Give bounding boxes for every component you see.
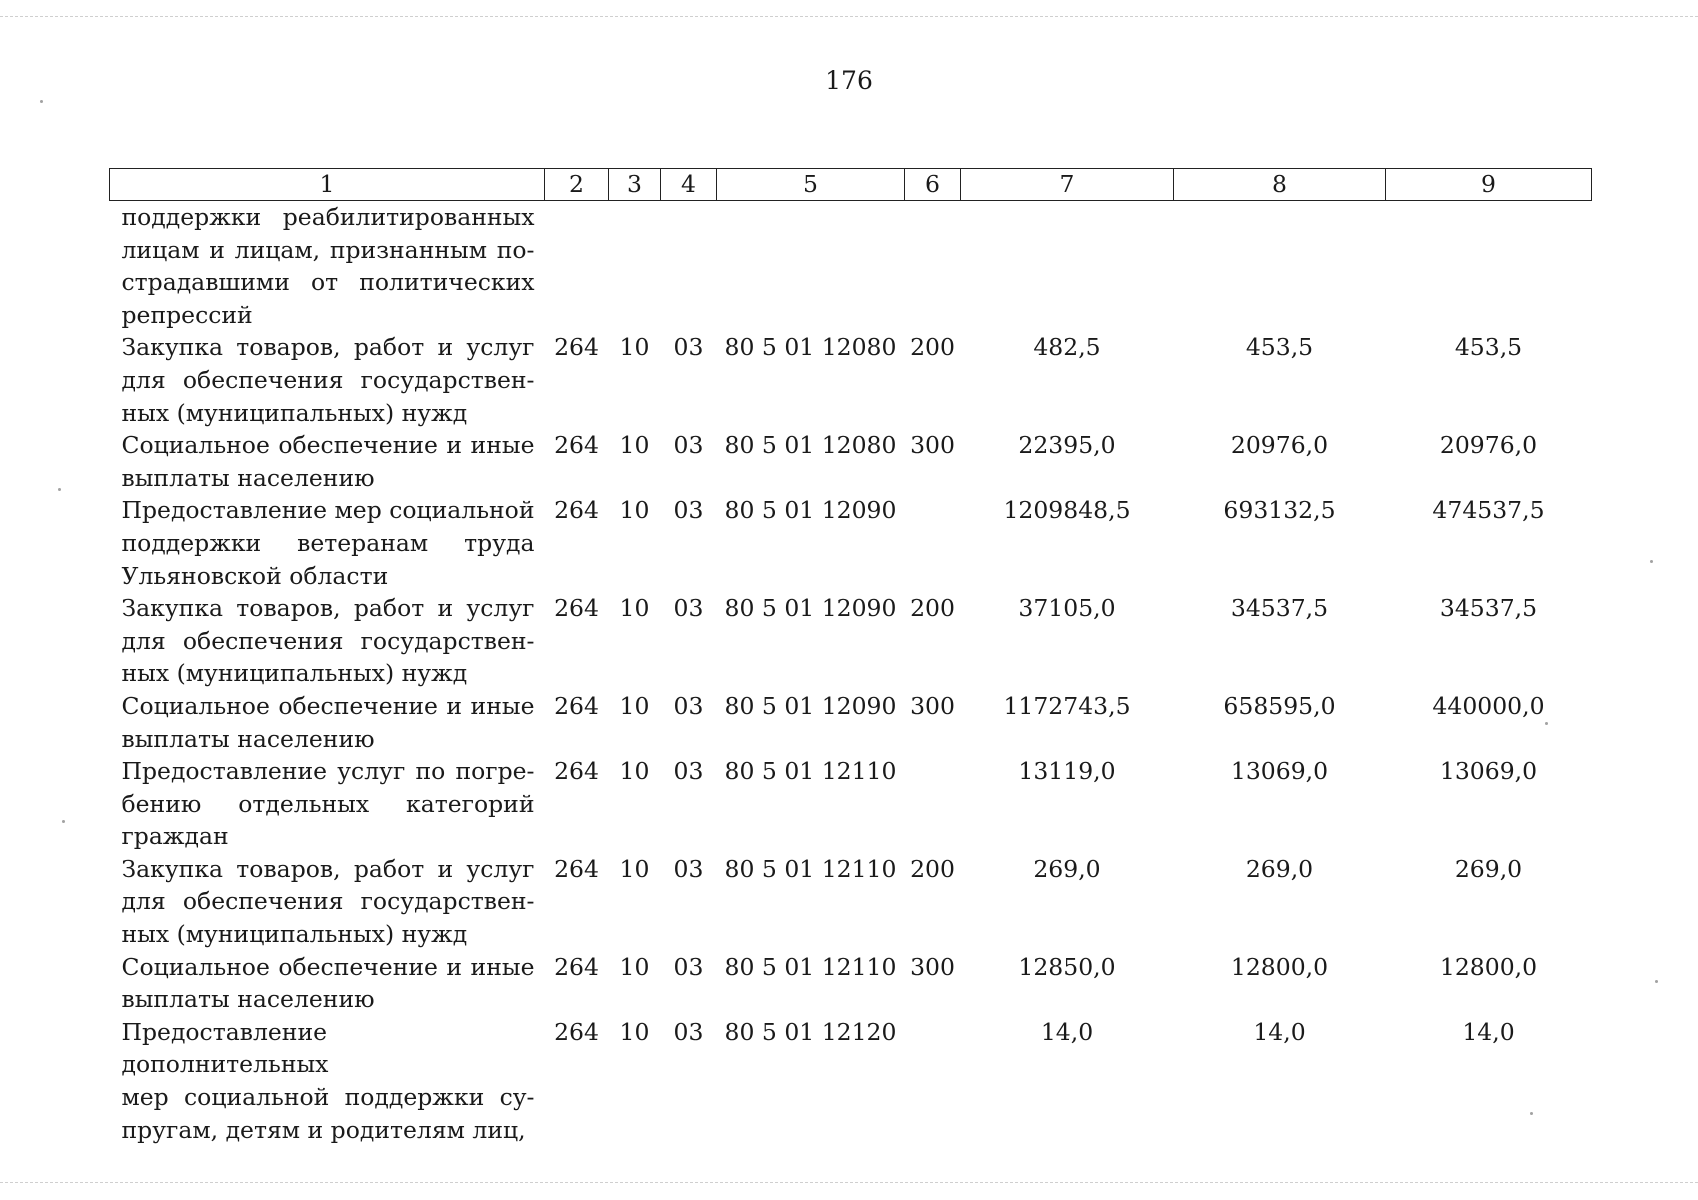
page-number: 176 bbox=[825, 66, 873, 95]
amount-col-7: 1209848,5 bbox=[1003, 496, 1131, 525]
subsection-code: 03 bbox=[673, 333, 704, 362]
description-line: ных (муниципальных) нужд bbox=[121, 398, 468, 427]
amount-col-8: 453,5 bbox=[1245, 333, 1314, 362]
amount-col-8: 14,0 bbox=[1253, 1017, 1306, 1046]
admin-code: 264 bbox=[554, 854, 599, 883]
description-line: для обеспечения государствен- bbox=[121, 887, 535, 916]
amount-col-8 bbox=[1174, 201, 1386, 332]
row-description bbox=[110, 951, 545, 1016]
expense-type-code bbox=[905, 494, 961, 592]
description-line: страдавшими от политических bbox=[121, 268, 535, 297]
description-line: граждан bbox=[121, 822, 229, 851]
scan-speck bbox=[62, 820, 65, 823]
header-col-3: 3 bbox=[609, 169, 661, 201]
amount-col-7: 1172743,5 bbox=[1003, 691, 1131, 720]
admin-code: 264 bbox=[554, 333, 599, 362]
subsection-code: 03 bbox=[673, 496, 704, 525]
admin-code: 264 bbox=[554, 496, 599, 525]
description-line: ных (муниципальных) нужд bbox=[121, 659, 468, 688]
subsection-code: 03 bbox=[673, 431, 704, 460]
section-code: 10 bbox=[619, 854, 650, 883]
header-row bbox=[110, 169, 1592, 201]
amount-col-7: 12850,0 bbox=[1018, 952, 1116, 981]
scan-speck bbox=[58, 488, 61, 491]
amount-col-8: 658595,0 bbox=[1223, 691, 1336, 720]
row-description bbox=[110, 690, 545, 755]
admin-code: 264 bbox=[554, 594, 599, 623]
header-col-9: 9 bbox=[1386, 169, 1592, 201]
scan-speck bbox=[40, 100, 43, 103]
subsection-code bbox=[661, 201, 717, 332]
description-line: Предоставление дополнительных bbox=[121, 1017, 329, 1079]
description-line: мер социальной поддержки су- bbox=[121, 1083, 535, 1112]
target-article-code: 80 5 01 12110 bbox=[724, 952, 897, 981]
subsection-code: 03 bbox=[673, 691, 704, 720]
subsection-code: 03 bbox=[673, 1017, 704, 1046]
description-line: поддержки реабилитированных bbox=[121, 203, 535, 231]
expense-type-code bbox=[905, 1016, 961, 1146]
scan-edge-top bbox=[0, 16, 1698, 17]
row-description bbox=[110, 331, 545, 429]
section-code: 10 bbox=[619, 757, 650, 786]
expense-type-code bbox=[905, 755, 961, 853]
admin-code: 264 bbox=[554, 691, 599, 720]
amount-col-8: 20976,0 bbox=[1230, 431, 1329, 460]
description-line: пругам, детям и родителям лиц, bbox=[121, 1115, 526, 1144]
description-line: Закупка товаров, работ и услуг bbox=[121, 333, 535, 362]
table-row bbox=[110, 755, 1592, 853]
target-article-code: 80 5 01 12090 bbox=[724, 594, 897, 623]
row-description bbox=[110, 429, 545, 494]
amount-col-9: 269,0 bbox=[1454, 854, 1523, 883]
section-code: 10 bbox=[619, 496, 650, 525]
header-col-6: 6 bbox=[905, 169, 961, 201]
admin-code: 264 bbox=[554, 431, 599, 460]
subsection-code: 03 bbox=[673, 594, 704, 623]
table-row bbox=[110, 690, 1592, 755]
scan-edge-bottom bbox=[0, 1182, 1698, 1183]
description-line: Предоставление услуг по погре- bbox=[121, 757, 535, 786]
target-article-code bbox=[717, 201, 905, 332]
description-line: Закупка товаров, работ и услуг bbox=[121, 854, 535, 883]
admin-code: 264 bbox=[554, 757, 599, 786]
amount-col-7: 13119,0 bbox=[1018, 757, 1116, 786]
row-description bbox=[110, 853, 545, 951]
amount-col-9: 14,0 bbox=[1462, 1017, 1515, 1046]
description-line: выплаты населению bbox=[121, 985, 375, 1014]
amount-col-7 bbox=[961, 201, 1174, 332]
expense-type-code: 200 bbox=[910, 333, 955, 362]
amount-col-9: 440000,0 bbox=[1432, 691, 1545, 720]
amount-col-8: 34537,5 bbox=[1230, 594, 1329, 623]
amount-col-8: 12800,0 bbox=[1230, 952, 1329, 981]
expense-type-code: 300 bbox=[910, 952, 955, 981]
description-line: Ульяновской области bbox=[121, 561, 389, 590]
admin-code: 264 bbox=[554, 952, 599, 981]
admin-code bbox=[545, 201, 609, 332]
description-line: репрессий bbox=[121, 300, 253, 329]
header-col-7: 7 bbox=[961, 169, 1174, 201]
description-line: выплаты населению bbox=[121, 463, 375, 492]
header-col-4: 4 bbox=[661, 169, 717, 201]
amount-col-9: 34537,5 bbox=[1439, 594, 1538, 623]
table-row bbox=[110, 951, 1592, 1016]
expense-type-code bbox=[905, 201, 961, 332]
target-article-code: 80 5 01 12080 bbox=[724, 431, 897, 460]
section-code: 10 bbox=[619, 594, 650, 623]
scan-speck bbox=[1650, 560, 1653, 563]
target-article-code: 80 5 01 12080 bbox=[724, 333, 897, 362]
scan-speck bbox=[1545, 722, 1548, 725]
table-row bbox=[110, 853, 1592, 951]
section-code: 10 bbox=[619, 1017, 650, 1046]
description-line: Закупка товаров, работ и услуг bbox=[121, 594, 535, 623]
subsection-code: 03 bbox=[673, 952, 704, 981]
header-col-5: 5 bbox=[717, 169, 905, 201]
description-line: бению отдельных категорий bbox=[121, 789, 535, 818]
admin-code: 264 bbox=[554, 1017, 599, 1046]
row-description bbox=[110, 1016, 545, 1146]
table-row bbox=[110, 1016, 1592, 1146]
amount-col-7: 482,5 bbox=[1033, 333, 1101, 362]
amount-col-9: 12800,0 bbox=[1439, 952, 1538, 981]
table-row bbox=[110, 592, 1592, 690]
amount-col-9: 453,5 bbox=[1454, 333, 1523, 362]
description-line: лицам и лицам, признанным по- bbox=[121, 235, 535, 264]
scan-speck bbox=[1530, 1112, 1533, 1115]
amount-col-8: 13069,0 bbox=[1230, 757, 1329, 786]
expense-type-code: 300 bbox=[910, 691, 955, 720]
target-article-code: 80 5 01 12090 bbox=[724, 496, 897, 525]
row-description bbox=[110, 755, 545, 853]
description-line: Предоставление мер социальной bbox=[121, 496, 535, 525]
amount-col-9: 13069,0 bbox=[1439, 757, 1538, 786]
description-line: выплаты населению bbox=[121, 724, 375, 753]
amount-col-7: 14,0 bbox=[1040, 1017, 1094, 1046]
header-col-1: 1 bbox=[110, 169, 545, 201]
table-row bbox=[110, 429, 1592, 494]
expense-type-code: 200 bbox=[910, 594, 955, 623]
table-row bbox=[110, 201, 1592, 332]
description-line: Социальное обеспечение и иные bbox=[121, 952, 535, 981]
amount-col-7: 269,0 bbox=[1033, 854, 1101, 883]
amount-col-8: 269,0 bbox=[1245, 854, 1314, 883]
scan-speck bbox=[1655, 980, 1658, 983]
amount-col-9: 20976,0 bbox=[1439, 431, 1538, 460]
row-description bbox=[110, 592, 545, 690]
target-article-code: 80 5 01 12110 bbox=[724, 757, 897, 786]
row-description bbox=[110, 494, 545, 592]
table-row bbox=[110, 331, 1592, 429]
target-article-code: 80 5 01 12120 bbox=[724, 1017, 897, 1046]
section-code: 10 bbox=[619, 691, 650, 720]
description-line: для обеспечения государствен- bbox=[121, 365, 535, 394]
amount-col-8: 693132,5 bbox=[1223, 496, 1336, 525]
table-header bbox=[110, 169, 1592, 201]
target-article-code: 80 5 01 12110 bbox=[724, 854, 897, 883]
description-line: Социальное обеспечение и иные bbox=[121, 431, 535, 460]
section-code bbox=[609, 201, 661, 332]
description-line: ных (муниципальных) нужд bbox=[121, 920, 468, 949]
subsection-code: 03 bbox=[673, 757, 704, 786]
description-line: поддержки ветеранам труда bbox=[121, 528, 535, 557]
target-article-code: 80 5 01 12090 bbox=[724, 691, 897, 720]
expense-type-code: 300 bbox=[910, 431, 955, 460]
amount-col-9 bbox=[1386, 201, 1592, 332]
section-code: 10 bbox=[619, 952, 650, 981]
expense-type-code: 200 bbox=[910, 854, 955, 883]
table-body bbox=[110, 201, 1592, 1147]
amount-col-7: 37105,0 bbox=[1018, 594, 1116, 623]
header-col-2: 2 bbox=[545, 169, 609, 201]
table-row bbox=[110, 494, 1592, 592]
section-code: 10 bbox=[619, 431, 650, 460]
section-code: 10 bbox=[619, 333, 650, 362]
row-description bbox=[110, 201, 545, 332]
amount-col-7: 22395,0 bbox=[1018, 431, 1116, 460]
budget-table bbox=[109, 168, 1592, 1146]
description-line: для обеспечения государствен- bbox=[121, 626, 535, 655]
subsection-code: 03 bbox=[673, 854, 704, 883]
header-col-8: 8 bbox=[1174, 169, 1386, 201]
amount-col-9: 474537,5 bbox=[1432, 496, 1545, 525]
description-line: Социальное обеспечение и иные bbox=[121, 691, 535, 720]
